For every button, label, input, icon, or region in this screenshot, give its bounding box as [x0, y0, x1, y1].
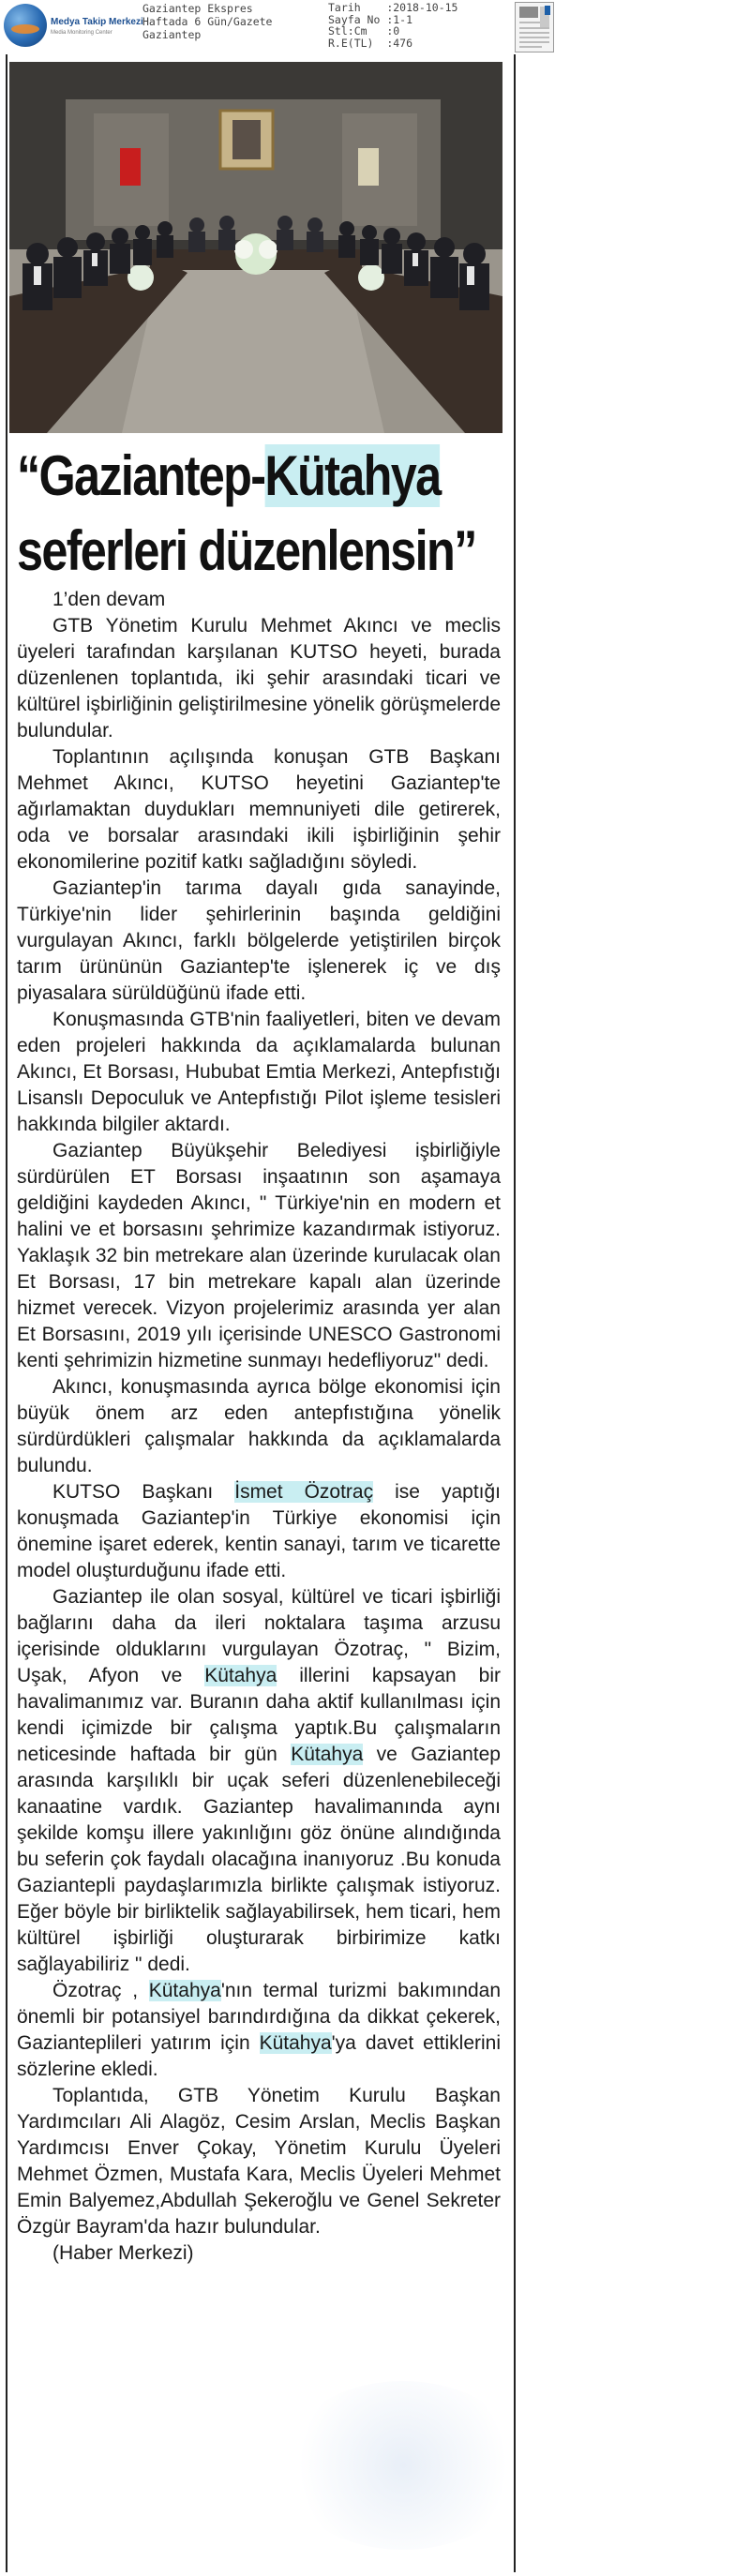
highlighted-keyword: Kütahya	[259, 2032, 332, 2054]
paragraph-text: 'ya davet ettiklerini sözlerine ekledi.	[17, 2032, 502, 2080]
paragraph-text: Toplantının açılışında konuşan GTB Başkanı Mehmet Akıncı, KUTSO heyetini Gaziantep'te ağırlamaktan duydukları memnuniyeti dile getirerek, oda ve borsalar arasındaki ikili işbirliğinin şehir ekonomilerine pozitif katkı sağladığını söyledi.	[17, 746, 501, 873]
source-name: Gaziantep Ekspres	[142, 2, 253, 15]
meta-row	[328, 37, 458, 50]
clipping-header	[0, 0, 750, 54]
meta-value: :0	[386, 24, 400, 37]
meta-label: R.E(TL)	[328, 36, 387, 50]
article-paragraph	[17, 587, 501, 613]
logo-text: Medya Takip Merkezi	[51, 17, 143, 27]
headline-highlight-kutahya: Kütahya	[264, 444, 441, 507]
paragraph-text: ise yaptığı konuşmada Gaziantep'in Türkiye ekonomisi için önemine işaret ederek, kentin sanayi, tarım ve ticarette model oluşturduğunu ifade etti.	[17, 1481, 502, 1581]
highlighted-keyword: Kütahya	[291, 1744, 364, 1765]
paragraph-text: GTB Yönetim Kurulu Mehmet Akıncı ve meclis üyeleri tarafından karşılanan KUTSO heyeti, burada düzenlenen toplantıda, iki şehir arasındaki ticari ve kültürel işbirliğinin geliştirilmesine yönelik görüşmelerde bulundular.	[17, 615, 501, 741]
article-paragraph	[17, 1584, 501, 1978]
meeting-photo	[9, 62, 502, 433]
paragraph-text: Akıncı, konuşmasında ayrıca bölge ekonomisi için büyük önem arz eden antepfıstığına yönelik sürdürdükleri çalışmalar hakkında da açıklamalarda bulundu.	[17, 1376, 501, 1476]
article-paragraph	[17, 1479, 501, 1584]
article-paragraph	[17, 1007, 501, 1138]
clipping-meta	[328, 2, 458, 49]
article-paragraph	[17, 2083, 501, 2240]
meta-value: :1-1	[386, 12, 413, 26]
headline-line-2: seferleri düzenlensin”	[17, 519, 476, 582]
headline-line-1	[17, 439, 441, 514]
headline-quote: “	[17, 444, 39, 507]
paragraph-text: Gaziantep'in tarıma dayalı gıda sanayinde, Türkiye'nin lider şehirlerinin başında geldiğini vurgulayan Akıncı, farklı bölgelerde yetiştirilen birçok tarım ürününün Gaziantep'te işlenerek iç ve dış piyasalara sürüldüğünü ifade etti.	[17, 877, 501, 1004]
meta-label: Stl:Cm	[328, 24, 387, 37]
paragraph-text: Gaziantep ile olan sosyal, kültürel ve ticari işbirliği bağlarını daha da ileri noktalara taşıma arzusu içerisinde olduklarını vurgulayan Özotraç, " Bizim, Uşak, Afyon ve	[17, 1586, 501, 1686]
article-paragraph	[17, 613, 501, 744]
watermark	[281, 2381, 525, 2550]
highlighted-keyword: İsmet Özotraç	[234, 1481, 374, 1503]
paragraph-text: Özotraç ,	[52, 1980, 149, 2001]
paragraph-text: illerini kapsayan bir havalimanımız var. Buranın daha aktif kullanılması için kendi içimizde bir çalışma yaptık.Bu çalışmaların neticesinde haftada bir gün	[17, 1665, 502, 1765]
article-paragraph	[17, 876, 501, 1007]
paragraph-text: (Haber Merkezi)	[52, 2242, 194, 2264]
paragraph-text: KUTSO Başkanı	[52, 1481, 235, 1503]
media-monitoring-logo	[4, 4, 143, 51]
article-headline	[17, 439, 476, 589]
article-paragraph	[17, 1138, 501, 1374]
source-city: Gaziantep	[142, 28, 202, 41]
paragraph-text: 1’den devam	[52, 589, 166, 610]
paragraph-text: ve Gaziantep arasında karşılıklı bir uçak seferi düzenlenebileceği kanaatine vardık. Gaziantep havalimanında aynı şekilde komşu illere yakınlığını göz önüne alındığında bu seferin çok faydalı olacağına inanıyoruz .Bu konuda Gaziantepli paydaşlarımızla birlikte çalışmak istiyoruz. Eğer böyle bir birliktelik sağlayabilirsek, hem ticari, hem kültürel işbirliği oluşturarak birbirimize katkı sağlayabiliriz " dedi.	[17, 1744, 501, 1975]
source-info	[142, 2, 272, 41]
article-paragraph	[17, 744, 501, 876]
paragraph-text: Toplantıda, GTB Yönetim Kurulu Başkan Yardımcıları Ali Alagöz, Cesim Arslan, Meclis Başkan Yardımcısı Enver Çokay, Yönetim Kurulu Üyeleri Mehmet Özmen, Mustafa Kara, Meclis Üyeleri Mehmet Emin Balyemez,Abdullah Şekeroğlu ve Genel Sekreter Özgür Bayram'da hazır bulundular.	[17, 2085, 501, 2238]
globe-icon	[4, 4, 47, 47]
logo-subtext: Media Monitoring Center	[51, 30, 112, 36]
highlighted-keyword: Kütahya	[204, 1665, 278, 1686]
highlighted-keyword: Kütahya	[148, 1980, 221, 2001]
paragraph-text: Konuşmasında GTB'nin faaliyetleri, biten ve devam eden projeleri hakkında da açıklamalarda bulunan Akıncı, Et Borsası, Hububat Emtia Merkezi, Antepfıstığı Lisanslı Depoculuk ve Antepfıstığı Pilot işleme tesisleri hakkında bilgiler aktardı.	[17, 1009, 501, 1135]
source-frequency: Haftada 6 Gün/Gazete	[142, 15, 273, 28]
meta-label: Sayfa No	[328, 12, 387, 26]
paragraph-text: Gaziantep Büyükşehir Belediyesi işbirliğiyle sürdürülen ET Borsası inşaatının son aşamaya geldiğini kaydeden Akıncı, " Türkiye'nin en modern et halini ve et borsasını şehrimize kazandırmak istiyoruz. Yaklaşık 32 bin metrekare alan üzerinde kurulacak olan Et Borsası, 17 bin metrekare kapalı alan üzerinde hizmet verecek. Vizyon projelerimiz arasında yer alan Et Borsasını, 2019 yılı içerisinde UNESCO Gastronomi kenti şehrimizin hizmetine sunmayı hedefliyoruz" dedi.	[17, 1140, 501, 1371]
headline-part-1: Gaziantep-	[38, 444, 265, 507]
article-body	[17, 587, 501, 2267]
article-paragraph	[17, 1978, 501, 2083]
paragraph-text: 'nın termal turizmi bakımından önemli bir potansiyel barındırdığına da dikkat çekerek, Gazianteplileri yatırım için	[17, 1980, 501, 2054]
page-thumbnail[interactable]	[515, 2, 554, 52]
meta-value: :476	[386, 36, 413, 50]
meta-label: Tarih	[328, 1, 387, 14]
article-paragraph	[17, 1374, 501, 1479]
meta-value: :2018-10-15	[386, 1, 458, 14]
article-paragraph	[17, 2240, 501, 2267]
